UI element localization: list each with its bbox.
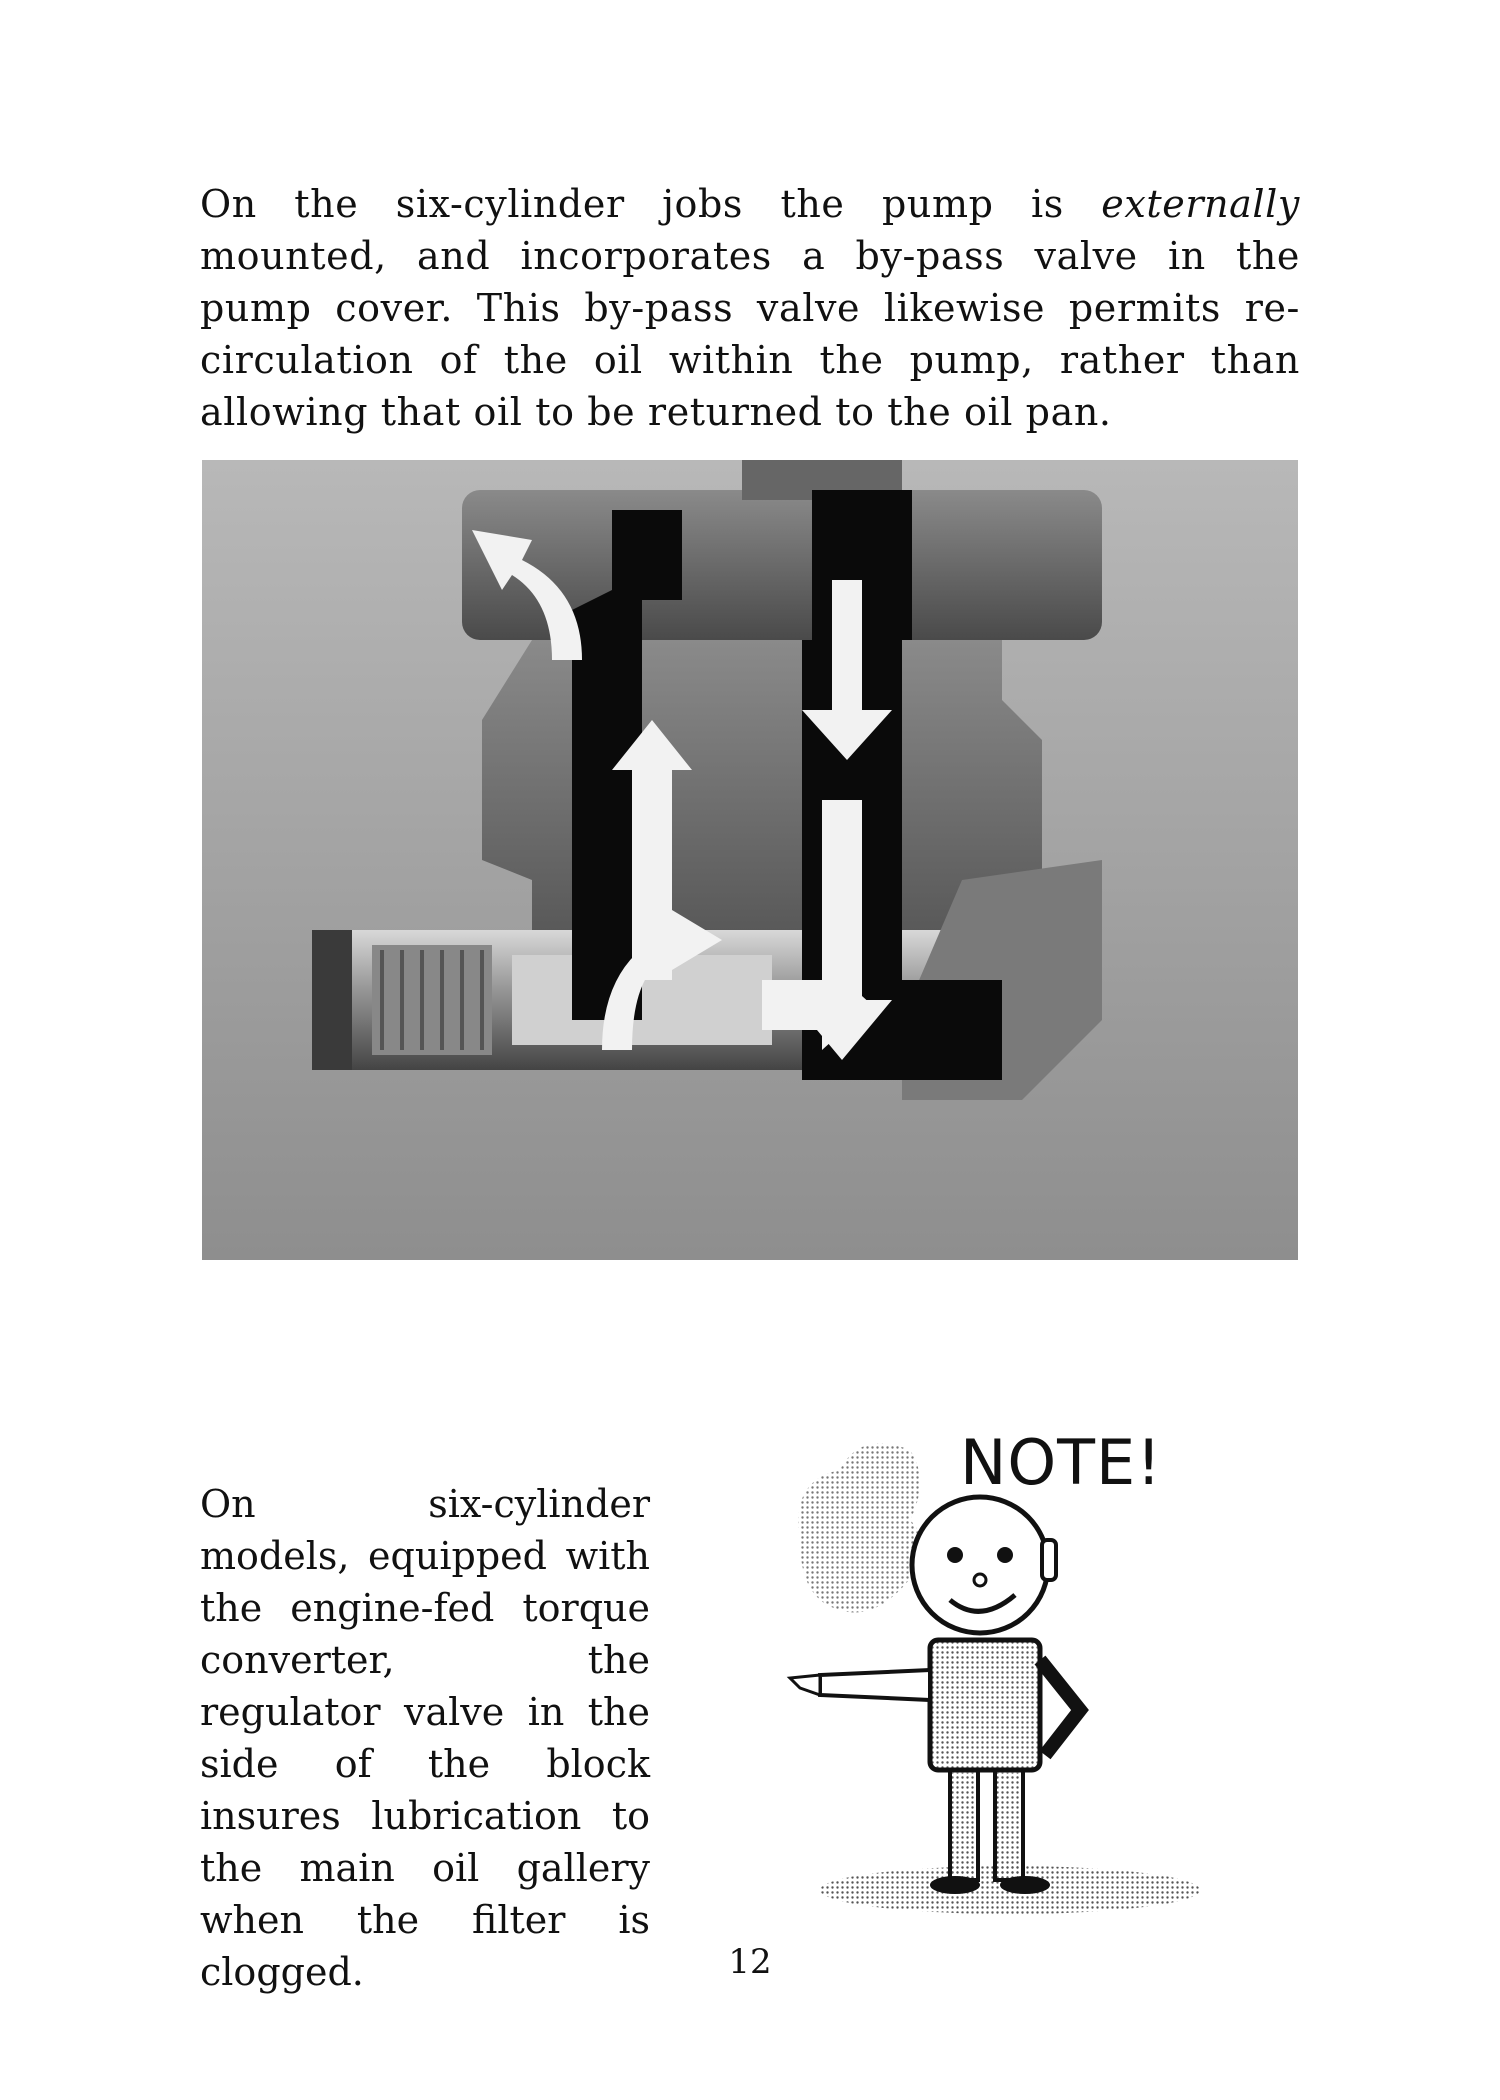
pump-cutaway-photo <box>202 460 1298 1260</box>
top-paragraph-italic: externally <box>1101 182 1300 226</box>
bottom-paragraph: On six-cylinder models, equipped with the engine-fed torque converter, the regulator valve in the side of the block insures lubrication to the main oil gallery when the filter is clogged. <box>200 1482 650 1994</box>
pump-cutaway-illustration <box>202 460 1298 1260</box>
top-paragraph-text-1: On the six-cylinder jobs the pump is <box>200 182 1102 226</box>
top-paragraph-text-2: mounted, and incorporates a by-pass valve in the pump cover. This by-pass valve likewise permits re-circulation of the oil within the pump, rather than allowing that oil to be returned to the oil pan. <box>200 234 1300 434</box>
page-number: 12 <box>728 1942 772 1982</box>
note-mascot-figure <box>780 1420 1200 1920</box>
top-paragraph <box>200 178 1300 438</box>
note-label: NOTE! <box>960 1426 1163 1499</box>
